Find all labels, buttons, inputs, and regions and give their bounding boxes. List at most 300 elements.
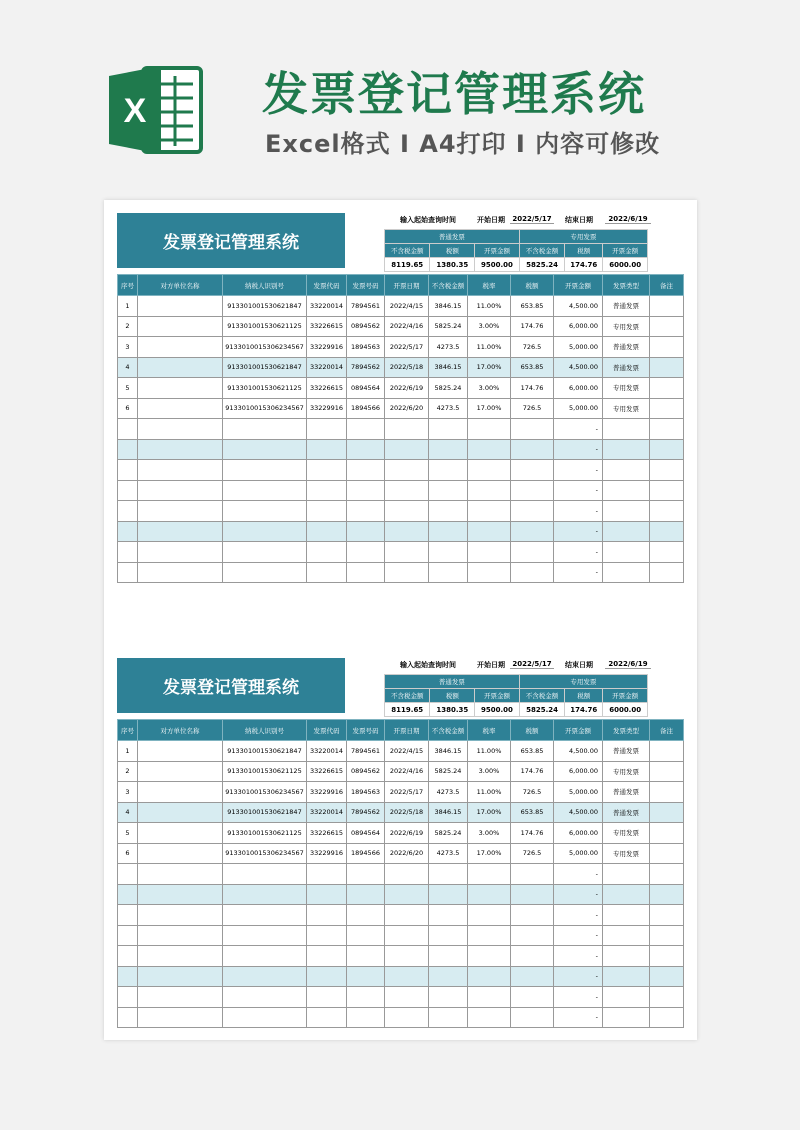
table-cell[interactable]: 17.00% bbox=[468, 802, 511, 823]
table-cell[interactable]: 913301001530621125 bbox=[223, 823, 307, 844]
table-cell[interactable] bbox=[603, 987, 650, 1008]
table-cell[interactable] bbox=[511, 562, 554, 583]
table-cell[interactable] bbox=[650, 562, 684, 583]
table-cell[interactable] bbox=[223, 501, 307, 522]
table-cell[interactable] bbox=[511, 925, 554, 946]
table-cell[interactable] bbox=[138, 398, 223, 419]
table-cell[interactable] bbox=[650, 823, 684, 844]
table-cell[interactable]: 6 bbox=[118, 398, 138, 419]
table-cell[interactable] bbox=[223, 966, 307, 987]
table-cell[interactable] bbox=[223, 542, 307, 563]
table-cell[interactable] bbox=[650, 761, 684, 782]
table-cell[interactable] bbox=[138, 439, 223, 460]
table-cell[interactable] bbox=[603, 864, 650, 885]
table-cell[interactable] bbox=[347, 521, 385, 542]
table-cell[interactable]: 2 bbox=[118, 761, 138, 782]
table-cell[interactable] bbox=[650, 946, 684, 967]
table-cell[interactable]: 174.76 bbox=[511, 316, 554, 337]
table-cell[interactable] bbox=[347, 439, 385, 460]
table-cell[interactable] bbox=[511, 905, 554, 926]
table-cell[interactable] bbox=[307, 542, 347, 563]
table-cell[interactable] bbox=[511, 1007, 554, 1028]
table-cell[interactable] bbox=[468, 439, 511, 460]
table-cell[interactable]: 5825.24 bbox=[429, 823, 468, 844]
table-cell[interactable]: 913301001530621125 bbox=[223, 761, 307, 782]
table-cell[interactable]: 4273.5 bbox=[429, 337, 468, 358]
table-cell[interactable]: - bbox=[554, 864, 603, 885]
table-cell[interactable]: 5,000.00 bbox=[554, 782, 603, 803]
table-cell[interactable]: 2 bbox=[118, 316, 138, 337]
table-cell[interactable] bbox=[511, 501, 554, 522]
table-cell[interactable] bbox=[650, 966, 684, 987]
table-cell[interactable] bbox=[511, 542, 554, 563]
table-cell[interactable]: 专用发票 bbox=[603, 316, 650, 337]
table-cell[interactable] bbox=[650, 439, 684, 460]
table-cell[interactable] bbox=[138, 316, 223, 337]
table-cell[interactable]: 33226615 bbox=[307, 316, 347, 337]
table-cell[interactable] bbox=[118, 987, 138, 1008]
table-cell[interactable]: 3846.15 bbox=[429, 296, 468, 317]
table-cell[interactable]: 专用发票 bbox=[603, 378, 650, 399]
table-cell[interactable]: 11.00% bbox=[468, 741, 511, 762]
table-cell[interactable]: - bbox=[554, 905, 603, 926]
table-cell[interactable]: 5 bbox=[118, 823, 138, 844]
table-cell[interactable]: 4,500.00 bbox=[554, 802, 603, 823]
table-cell[interactable] bbox=[223, 905, 307, 926]
table-cell[interactable] bbox=[468, 864, 511, 885]
table-cell[interactable]: 653.85 bbox=[511, 741, 554, 762]
table-cell[interactable] bbox=[650, 864, 684, 885]
table-cell[interactable]: 1894563 bbox=[347, 782, 385, 803]
table-cell[interactable]: 3.00% bbox=[468, 761, 511, 782]
table-cell[interactable]: - bbox=[554, 439, 603, 460]
table-cell[interactable] bbox=[650, 741, 684, 762]
table-cell[interactable]: - bbox=[554, 521, 603, 542]
table-cell[interactable] bbox=[347, 966, 385, 987]
table-cell[interactable]: 17.00% bbox=[468, 357, 511, 378]
table-cell[interactable]: 5,000.00 bbox=[554, 398, 603, 419]
table-cell[interactable] bbox=[429, 460, 468, 481]
table-cell[interactable]: 4273.5 bbox=[429, 398, 468, 419]
table-cell[interactable] bbox=[138, 357, 223, 378]
table-cell[interactable]: 普通发票 bbox=[603, 741, 650, 762]
table-cell[interactable] bbox=[138, 946, 223, 967]
table-cell[interactable]: 3.00% bbox=[468, 378, 511, 399]
table-cell[interactable] bbox=[223, 864, 307, 885]
table-cell[interactable] bbox=[138, 337, 223, 358]
table-cell[interactable]: 9133010015306234567 bbox=[223, 843, 307, 864]
table-cell[interactable]: 913301001530621847 bbox=[223, 802, 307, 823]
table-cell[interactable] bbox=[650, 501, 684, 522]
table-cell[interactable]: 1 bbox=[118, 296, 138, 317]
table-cell[interactable] bbox=[223, 480, 307, 501]
table-cell[interactable] bbox=[511, 419, 554, 440]
table-cell[interactable]: 33220014 bbox=[307, 741, 347, 762]
table-cell[interactable] bbox=[429, 562, 468, 583]
table-cell[interactable]: 6,000.00 bbox=[554, 823, 603, 844]
table-cell[interactable] bbox=[511, 966, 554, 987]
table-cell[interactable]: 913301001530621847 bbox=[223, 296, 307, 317]
table-cell[interactable] bbox=[468, 521, 511, 542]
table-cell[interactable]: 4273.5 bbox=[429, 843, 468, 864]
table-cell[interactable]: 653.85 bbox=[511, 802, 554, 823]
table-cell[interactable] bbox=[385, 542, 429, 563]
table-cell[interactable] bbox=[429, 1007, 468, 1028]
table-cell[interactable]: 2022/4/15 bbox=[385, 741, 429, 762]
table-cell[interactable]: 4,500.00 bbox=[554, 357, 603, 378]
table-cell[interactable]: 33226615 bbox=[307, 761, 347, 782]
table-cell[interactable]: 7894562 bbox=[347, 357, 385, 378]
table-cell[interactable] bbox=[118, 480, 138, 501]
table-cell[interactable] bbox=[385, 419, 429, 440]
table-cell[interactable] bbox=[138, 562, 223, 583]
table-cell[interactable] bbox=[650, 884, 684, 905]
table-cell[interactable] bbox=[138, 925, 223, 946]
table-cell[interactable] bbox=[138, 419, 223, 440]
table-cell[interactable] bbox=[429, 905, 468, 926]
table-cell[interactable]: 726.5 bbox=[511, 337, 554, 358]
table-cell[interactable] bbox=[223, 521, 307, 542]
table-cell[interactable]: 913301001530621847 bbox=[223, 741, 307, 762]
table-cell[interactable] bbox=[223, 1007, 307, 1028]
table-cell[interactable]: 5,000.00 bbox=[554, 843, 603, 864]
table-cell[interactable]: 3846.15 bbox=[429, 802, 468, 823]
table-cell[interactable]: - bbox=[554, 542, 603, 563]
table-cell[interactable]: 6,000.00 bbox=[554, 761, 603, 782]
table-cell[interactable] bbox=[223, 419, 307, 440]
table-cell[interactable] bbox=[138, 741, 223, 762]
table-cell[interactable]: 33229916 bbox=[307, 337, 347, 358]
table-cell[interactable] bbox=[385, 905, 429, 926]
table-cell[interactable]: 5825.24 bbox=[429, 316, 468, 337]
table-cell[interactable]: 3846.15 bbox=[429, 357, 468, 378]
table-cell[interactable] bbox=[650, 480, 684, 501]
table-cell[interactable]: 9133010015306234567 bbox=[223, 337, 307, 358]
table-cell[interactable]: 6 bbox=[118, 843, 138, 864]
table-cell[interactable]: 33220014 bbox=[307, 802, 347, 823]
table-cell[interactable] bbox=[138, 782, 223, 803]
table-cell[interactable] bbox=[118, 925, 138, 946]
table-cell[interactable] bbox=[307, 419, 347, 440]
table-cell[interactable]: 4,500.00 bbox=[554, 296, 603, 317]
table-cell[interactable]: 913301001530621847 bbox=[223, 357, 307, 378]
table-cell[interactable] bbox=[307, 925, 347, 946]
table-cell[interactable] bbox=[347, 501, 385, 522]
table-cell[interactable]: 7894561 bbox=[347, 296, 385, 317]
table-cell[interactable] bbox=[138, 460, 223, 481]
table-cell[interactable] bbox=[385, 884, 429, 905]
table-cell[interactable]: 9133010015306234567 bbox=[223, 782, 307, 803]
table-cell[interactable] bbox=[650, 905, 684, 926]
table-cell[interactable] bbox=[429, 542, 468, 563]
table-cell[interactable] bbox=[138, 480, 223, 501]
table-cell[interactable] bbox=[650, 398, 684, 419]
table-cell[interactable] bbox=[468, 480, 511, 501]
table-cell[interactable] bbox=[138, 521, 223, 542]
table-cell[interactable]: 5825.24 bbox=[429, 761, 468, 782]
table-cell[interactable] bbox=[468, 905, 511, 926]
table-cell[interactable] bbox=[511, 946, 554, 967]
table-cell[interactable] bbox=[138, 905, 223, 926]
table-cell[interactable]: 11.00% bbox=[468, 296, 511, 317]
table-cell[interactable]: 6,000.00 bbox=[554, 378, 603, 399]
table-cell[interactable] bbox=[650, 378, 684, 399]
table-cell[interactable]: 33220014 bbox=[307, 296, 347, 317]
table-cell[interactable]: 5 bbox=[118, 378, 138, 399]
table-cell[interactable] bbox=[138, 864, 223, 885]
table-cell[interactable]: 3 bbox=[118, 782, 138, 803]
table-cell[interactable] bbox=[307, 966, 347, 987]
table-cell[interactable] bbox=[468, 562, 511, 583]
table-cell[interactable]: 7894561 bbox=[347, 741, 385, 762]
table-cell[interactable] bbox=[603, 521, 650, 542]
table-cell[interactable] bbox=[511, 439, 554, 460]
table-cell[interactable] bbox=[118, 1007, 138, 1028]
table-cell[interactable]: 2022/5/18 bbox=[385, 802, 429, 823]
table-cell[interactable]: 2022/5/17 bbox=[385, 337, 429, 358]
table-cell[interactable]: 174.76 bbox=[511, 378, 554, 399]
table-cell[interactable] bbox=[511, 521, 554, 542]
table-cell[interactable] bbox=[468, 542, 511, 563]
table-cell[interactable] bbox=[347, 925, 385, 946]
table-cell[interactable]: 653.85 bbox=[511, 357, 554, 378]
table-cell[interactable] bbox=[118, 439, 138, 460]
table-cell[interactable] bbox=[118, 864, 138, 885]
table-cell[interactable] bbox=[385, 1007, 429, 1028]
table-cell[interactable]: 11.00% bbox=[468, 337, 511, 358]
table-cell[interactable] bbox=[603, 966, 650, 987]
table-cell[interactable] bbox=[347, 542, 385, 563]
table-cell[interactable]: 2022/6/20 bbox=[385, 398, 429, 419]
table-cell[interactable] bbox=[603, 542, 650, 563]
table-cell[interactable]: 726.5 bbox=[511, 398, 554, 419]
table-cell[interactable] bbox=[603, 884, 650, 905]
table-cell[interactable] bbox=[468, 501, 511, 522]
table-cell[interactable] bbox=[650, 843, 684, 864]
table-cell[interactable]: 1894563 bbox=[347, 337, 385, 358]
table-cell[interactable] bbox=[138, 966, 223, 987]
table-cell[interactable] bbox=[385, 946, 429, 967]
table-cell[interactable]: 1894566 bbox=[347, 843, 385, 864]
table-cell[interactable]: 3 bbox=[118, 337, 138, 358]
table-cell[interactable]: 2022/4/16 bbox=[385, 316, 429, 337]
table-cell[interactable]: - bbox=[554, 966, 603, 987]
table-cell[interactable] bbox=[118, 562, 138, 583]
table-cell[interactable] bbox=[138, 987, 223, 1008]
table-cell[interactable] bbox=[347, 460, 385, 481]
table-cell[interactable] bbox=[307, 946, 347, 967]
table-cell[interactable] bbox=[650, 521, 684, 542]
table-cell[interactable] bbox=[650, 782, 684, 803]
table-cell[interactable] bbox=[603, 905, 650, 926]
table-cell[interactable] bbox=[138, 296, 223, 317]
table-cell[interactable] bbox=[347, 946, 385, 967]
table-cell[interactable] bbox=[138, 501, 223, 522]
table-cell[interactable]: 4,500.00 bbox=[554, 741, 603, 762]
table-cell[interactable]: 11.00% bbox=[468, 782, 511, 803]
table-cell[interactable]: - bbox=[554, 946, 603, 967]
table-cell[interactable] bbox=[118, 966, 138, 987]
table-cell[interactable]: 5,000.00 bbox=[554, 337, 603, 358]
table-cell[interactable]: 普通发票 bbox=[603, 337, 650, 358]
table-cell[interactable]: 2022/6/20 bbox=[385, 843, 429, 864]
table-cell[interactable] bbox=[138, 843, 223, 864]
table-cell[interactable] bbox=[650, 802, 684, 823]
table-cell[interactable] bbox=[650, 316, 684, 337]
table-cell[interactable] bbox=[511, 884, 554, 905]
table-cell[interactable]: 33226615 bbox=[307, 378, 347, 399]
table-cell[interactable] bbox=[385, 460, 429, 481]
table-cell[interactable] bbox=[429, 987, 468, 1008]
table-cell[interactable] bbox=[385, 521, 429, 542]
table-cell[interactable] bbox=[138, 542, 223, 563]
table-cell[interactable] bbox=[650, 460, 684, 481]
table-cell[interactable]: 0894564 bbox=[347, 378, 385, 399]
table-cell[interactable]: 726.5 bbox=[511, 782, 554, 803]
table-cell[interactable] bbox=[468, 987, 511, 1008]
table-cell[interactable] bbox=[307, 905, 347, 926]
table-cell[interactable] bbox=[429, 966, 468, 987]
table-cell[interactable] bbox=[429, 501, 468, 522]
table-cell[interactable] bbox=[429, 480, 468, 501]
table-cell[interactable] bbox=[307, 501, 347, 522]
table-cell[interactable]: 普通发票 bbox=[603, 296, 650, 317]
table-cell[interactable]: 17.00% bbox=[468, 843, 511, 864]
table-cell[interactable] bbox=[223, 460, 307, 481]
table-cell[interactable]: 33229916 bbox=[307, 843, 347, 864]
table-cell[interactable] bbox=[650, 296, 684, 317]
table-cell[interactable] bbox=[347, 905, 385, 926]
table-cell[interactable] bbox=[138, 1007, 223, 1028]
table-cell[interactable] bbox=[468, 1007, 511, 1028]
table-cell[interactable] bbox=[307, 460, 347, 481]
table-cell[interactable]: 174.76 bbox=[511, 823, 554, 844]
table-cell[interactable] bbox=[603, 946, 650, 967]
table-cell[interactable] bbox=[468, 946, 511, 967]
table-cell[interactable] bbox=[307, 987, 347, 1008]
table-cell[interactable]: 653.85 bbox=[511, 296, 554, 317]
table-cell[interactable] bbox=[603, 501, 650, 522]
table-cell[interactable]: - bbox=[554, 925, 603, 946]
table-cell[interactable]: 3.00% bbox=[468, 316, 511, 337]
table-cell[interactable] bbox=[138, 884, 223, 905]
table-cell[interactable]: 4 bbox=[118, 357, 138, 378]
table-cell[interactable] bbox=[468, 966, 511, 987]
table-cell[interactable] bbox=[307, 521, 347, 542]
table-cell[interactable] bbox=[223, 946, 307, 967]
table-cell[interactable] bbox=[429, 439, 468, 460]
table-cell[interactable] bbox=[223, 884, 307, 905]
table-cell[interactable] bbox=[347, 419, 385, 440]
table-cell[interactable] bbox=[650, 987, 684, 1008]
table-cell[interactable] bbox=[385, 966, 429, 987]
table-cell[interactable]: 33226615 bbox=[307, 823, 347, 844]
table-cell[interactable] bbox=[347, 1007, 385, 1028]
table-cell[interactable] bbox=[429, 419, 468, 440]
table-cell[interactable] bbox=[603, 460, 650, 481]
table-cell[interactable]: - bbox=[554, 419, 603, 440]
table-cell[interactable] bbox=[603, 419, 650, 440]
table-cell[interactable]: 专用发票 bbox=[603, 761, 650, 782]
table-cell[interactable]: 2022/5/17 bbox=[385, 782, 429, 803]
table-cell[interactable]: 1 bbox=[118, 741, 138, 762]
table-cell[interactable]: 174.76 bbox=[511, 761, 554, 782]
table-cell[interactable] bbox=[429, 946, 468, 967]
table-cell[interactable] bbox=[138, 823, 223, 844]
table-cell[interactable] bbox=[118, 542, 138, 563]
table-cell[interactable]: 33229916 bbox=[307, 398, 347, 419]
table-cell[interactable] bbox=[138, 802, 223, 823]
table-cell[interactable] bbox=[307, 480, 347, 501]
table-cell[interactable] bbox=[603, 439, 650, 460]
table-cell[interactable] bbox=[385, 864, 429, 885]
table-cell[interactable]: 913301001530621125 bbox=[223, 378, 307, 399]
table-cell[interactable] bbox=[511, 864, 554, 885]
table-cell[interactable] bbox=[347, 987, 385, 1008]
table-cell[interactable]: 17.00% bbox=[468, 398, 511, 419]
table-cell[interactable] bbox=[603, 562, 650, 583]
table-cell[interactable] bbox=[650, 337, 684, 358]
table-cell[interactable]: 913301001530621125 bbox=[223, 316, 307, 337]
table-cell[interactable] bbox=[385, 480, 429, 501]
table-cell[interactable]: - bbox=[554, 480, 603, 501]
table-cell[interactable]: - bbox=[554, 501, 603, 522]
table-cell[interactable]: 0894564 bbox=[347, 823, 385, 844]
table-cell[interactable] bbox=[118, 419, 138, 440]
table-cell[interactable] bbox=[650, 542, 684, 563]
table-cell[interactable] bbox=[603, 925, 650, 946]
table-cell[interactable] bbox=[138, 761, 223, 782]
table-cell[interactable] bbox=[307, 562, 347, 583]
table-cell[interactable] bbox=[118, 884, 138, 905]
table-cell[interactable] bbox=[223, 925, 307, 946]
table-cell[interactable] bbox=[385, 501, 429, 522]
table-cell[interactable] bbox=[429, 884, 468, 905]
table-cell[interactable] bbox=[468, 925, 511, 946]
start-date-input[interactable]: 2022/5/17 bbox=[510, 215, 554, 224]
table-cell[interactable] bbox=[118, 905, 138, 926]
table-cell[interactable]: 2022/5/18 bbox=[385, 357, 429, 378]
table-cell[interactable]: 专用发票 bbox=[603, 398, 650, 419]
table-cell[interactable]: 2022/6/19 bbox=[385, 823, 429, 844]
table-cell[interactable] bbox=[347, 480, 385, 501]
table-cell[interactable]: 3.00% bbox=[468, 823, 511, 844]
table-cell[interactable]: 0894562 bbox=[347, 761, 385, 782]
table-cell[interactable] bbox=[223, 439, 307, 460]
table-cell[interactable]: - bbox=[554, 884, 603, 905]
table-cell[interactable]: 9133010015306234567 bbox=[223, 398, 307, 419]
table-cell[interactable]: 4273.5 bbox=[429, 782, 468, 803]
table-cell[interactable] bbox=[385, 439, 429, 460]
table-cell[interactable] bbox=[429, 521, 468, 542]
table-cell[interactable]: 4 bbox=[118, 802, 138, 823]
table-cell[interactable] bbox=[347, 562, 385, 583]
table-cell[interactable]: 专用发票 bbox=[603, 843, 650, 864]
table-cell[interactable]: 33220014 bbox=[307, 357, 347, 378]
table-cell[interactable] bbox=[650, 925, 684, 946]
table-cell[interactable] bbox=[650, 1007, 684, 1028]
table-cell[interactable]: 2022/4/15 bbox=[385, 296, 429, 317]
table-cell[interactable] bbox=[118, 946, 138, 967]
table-cell[interactable]: 普通发票 bbox=[603, 357, 650, 378]
table-cell[interactable] bbox=[223, 987, 307, 1008]
table-cell[interactable] bbox=[468, 460, 511, 481]
table-cell[interactable]: 2022/6/19 bbox=[385, 378, 429, 399]
start-date-input[interactable]: 2022/5/17 bbox=[510, 660, 554, 669]
table-cell[interactable] bbox=[603, 480, 650, 501]
table-cell[interactable] bbox=[118, 501, 138, 522]
table-cell[interactable] bbox=[385, 925, 429, 946]
